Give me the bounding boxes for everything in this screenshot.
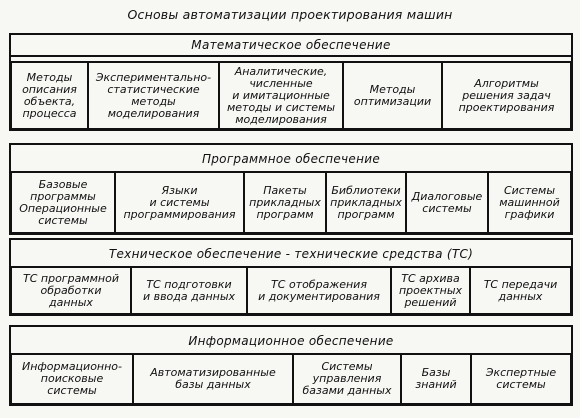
math-item-4: Методы оптимизации [342, 61, 443, 130]
software-item-4: Библиотеки прикладных программ [325, 171, 407, 234]
hardware-item-4: ТС архива проектных решений [390, 266, 471, 315]
math-item-5: Алгоритмы решения задач проектирования [441, 61, 572, 130]
info-item-1: Информационно- поисковые системы [10, 353, 134, 405]
math-item-2: Экспериментально- статистические методы моделирования [87, 61, 220, 130]
software-item-5: Диалоговые системы [405, 171, 489, 234]
section-header: Программное обеспечение [11, 145, 571, 175]
section-header: Информационное обеспечение [11, 327, 571, 357]
software-item-1: Базовые программы Операционные системы [10, 171, 116, 234]
software-item-6: Системы машинной графики [487, 171, 572, 234]
math-item-3: Аналитические, численные и имитационные методы и системы моделирования [218, 61, 344, 130]
info-item-4: Базы знаний [400, 353, 472, 405]
hardware-item-2: ТС подготовки и ввода данных [130, 266, 248, 315]
info-item-5: Экспертные системы [470, 353, 572, 405]
hardware-item-5: ТС передачи данных [469, 266, 572, 315]
software-item-3: Пакеты прикладных программ [243, 171, 327, 234]
section-header: Техническое обеспечение - технические средства (ТС) [11, 240, 571, 270]
software-item-2: Языки и системы программирования [114, 171, 245, 234]
section-header: Математическое обеспечение [11, 35, 571, 57]
diagram-title: Основы автоматизации проектирования машин [127, 7, 453, 22]
info-item-2: Автоматизированные базы данных [132, 353, 294, 405]
hardware-item-3: ТС отображения и документирования [246, 266, 392, 315]
math-item-1: Методы описания объекта, процесса [10, 61, 89, 130]
info-item-3: Системы управления базами данных [292, 353, 402, 405]
hardware-item-1: ТС программной обработки данных [10, 266, 132, 315]
